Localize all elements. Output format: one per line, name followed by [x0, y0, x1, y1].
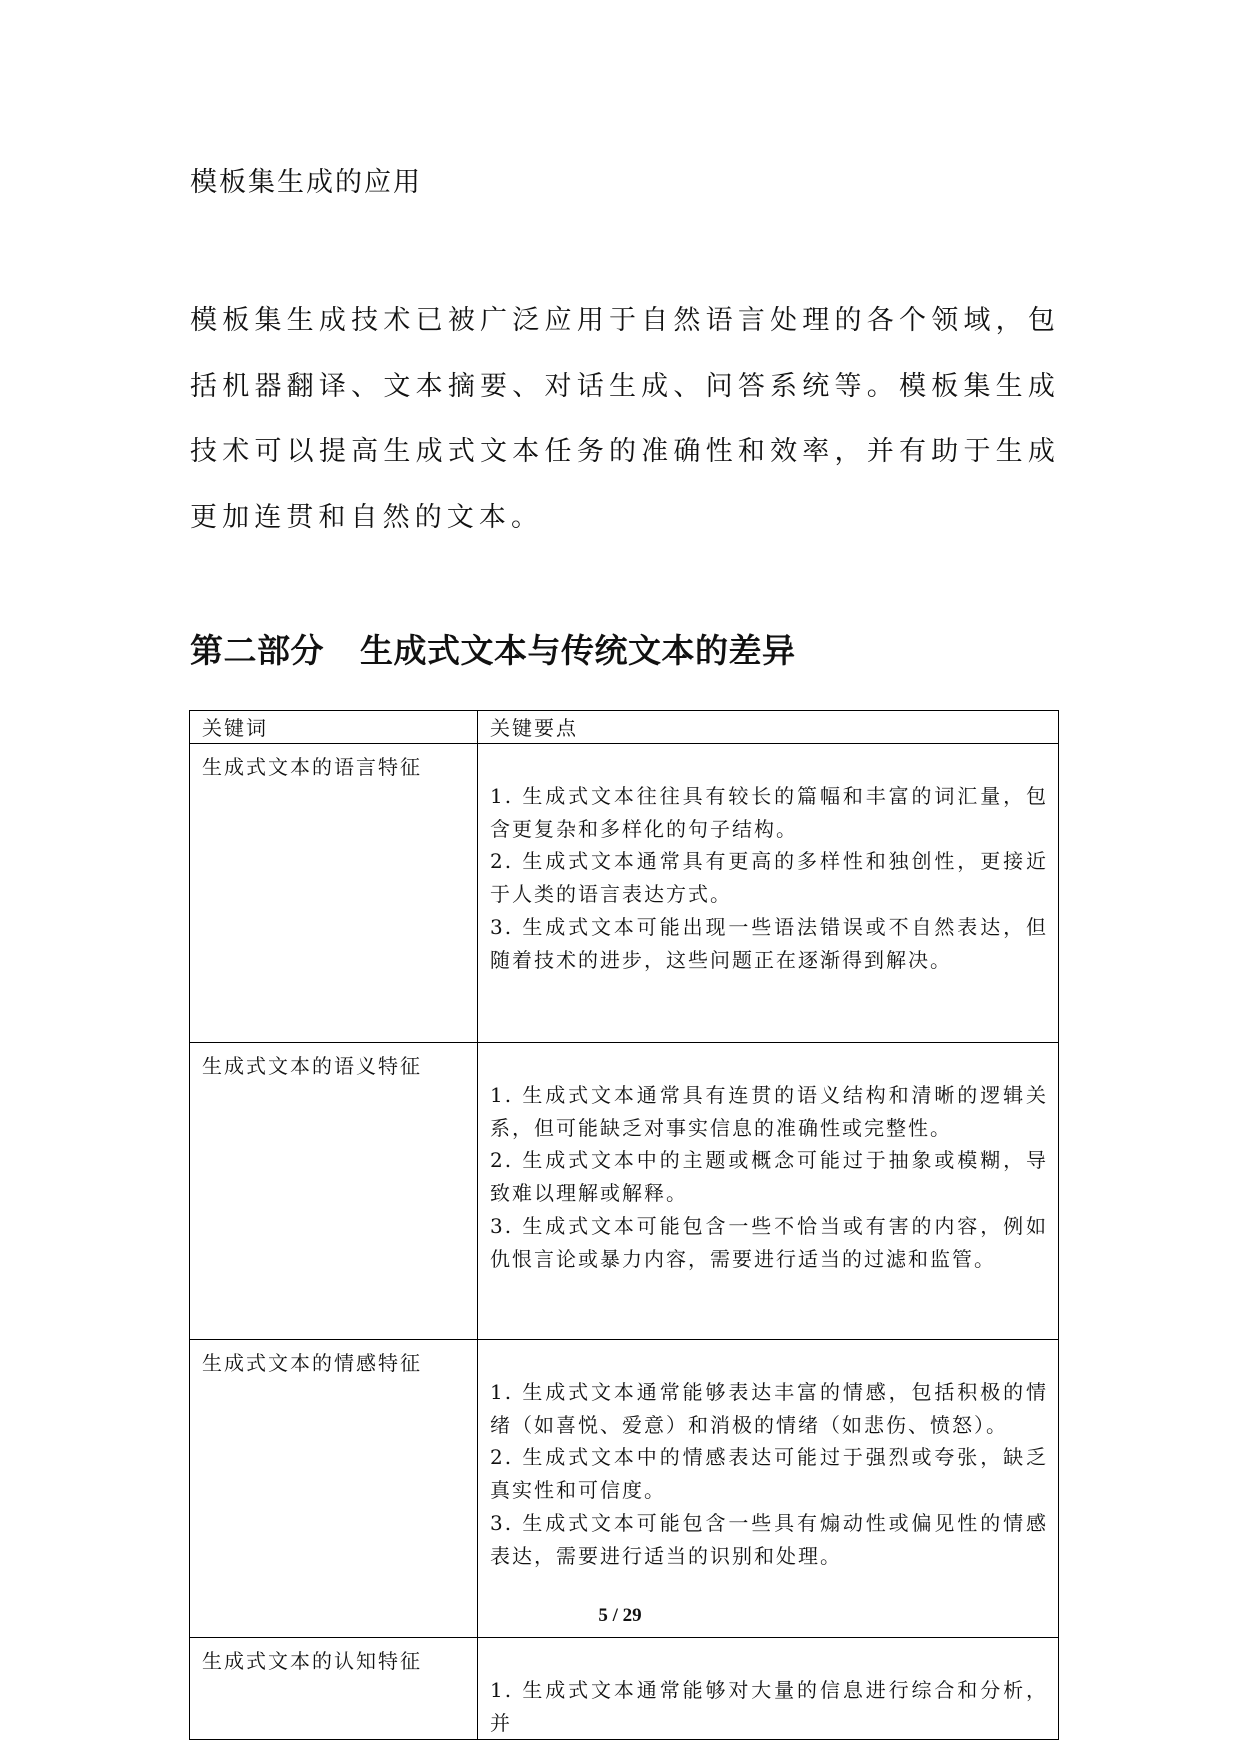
points-cell: [478, 1638, 1059, 1740]
part-title: [190, 625, 796, 672]
keyword-cell: 生成式文本的语义特征: [190, 1043, 478, 1340]
key-point: 2. 生成式文本通常具有更高的多样性和独创性，更接近于人类的语言表达方式。: [490, 849, 1048, 907]
key-point: 1. 生成式文本通常具有连贯的语义结构和清晰的逻辑关系，但可能缺乏对事实信息的准确性或完整性。: [490, 1083, 1048, 1140]
keyword-cell: 生成式文本的认知特征: [190, 1638, 478, 1740]
table-row: [190, 1340, 1059, 1638]
key-point: 1. 生成式文本通常能够对大量的信息进行综合和分析，并: [490, 1678, 1048, 1735]
page-number: 5 / 29: [598, 1605, 642, 1626]
keyword-cell: 生成式文本的语言特征: [190, 744, 478, 1043]
key-point: 3. 生成式文本可能包含一些不恰当或有害的内容，例如仇恨言论或暴力内容，需要进行适当的过滤和监管。: [490, 1213, 1048, 1271]
key-point: 2. 生成式文本中的主题或概念可能过于抽象或模糊，导致难以理解或解释。: [490, 1148, 1048, 1206]
table-header-row: [190, 711, 1059, 744]
points-cell: [478, 1043, 1059, 1340]
table-row: [190, 744, 1059, 1043]
points-cell: [478, 744, 1059, 1043]
table-row: [190, 1638, 1059, 1740]
header-key-points: 关键要点: [478, 711, 1059, 744]
table-row: [190, 1043, 1059, 1340]
header-keyword: 关键词: [190, 711, 478, 744]
key-point: 1. 生成式文本往往具有较长的篇幅和丰富的词汇量，包含更复杂和多样化的句子结构。: [490, 784, 1048, 841]
keyword-table: [189, 710, 1059, 1740]
keyword-cell: 生成式文本的情感特征: [190, 1340, 478, 1638]
body-paragraph: 模板集生成技术已被广泛应用于自然语言处理的各个领域，包括机器翻译、文本摘要、对话生成、问答系统等。模板集生成技术可以提高生成式文本任务的准确性和效率，并有助于生成更加连贯和自然的文本。: [190, 305, 1060, 533]
key-point: 3. 生成式文本可能出现一些语法错误或不自然表达，但随着技术的进步，这些问题正在逐渐得到解决。: [490, 914, 1048, 972]
key-point: 3. 生成式文本可能包含一些具有煽动性或偏见性的情感表达，需要进行适当的识别和处理。: [490, 1510, 1048, 1568]
points-cell: [478, 1340, 1059, 1638]
key-point: 1. 生成式文本通常能够表达丰富的情感，包括积极的情绪（如喜悦、爱意）和消极的情绪（如悲伤、愤怒）。: [490, 1380, 1048, 1437]
part-number: 第二部分: [190, 631, 324, 670]
section-title: 模板集生成的应用: [190, 167, 422, 198]
key-point: 2. 生成式文本中的情感表达可能过于强烈或夸张，缺乏真实性和可信度。: [490, 1445, 1048, 1503]
part-heading-text: 生成式文本与传统文本的差异: [360, 631, 796, 670]
